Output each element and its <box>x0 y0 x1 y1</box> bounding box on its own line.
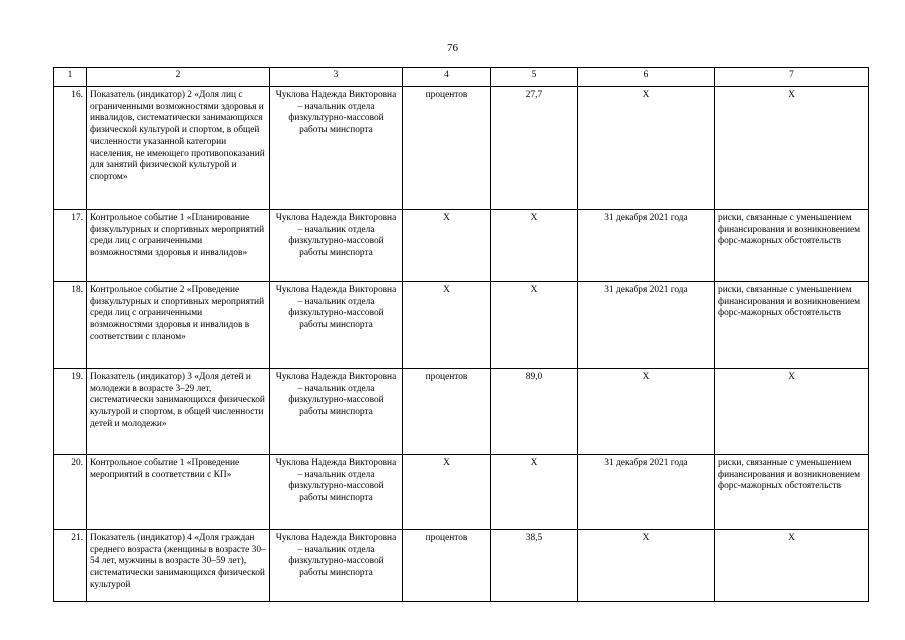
row-unit: процентов <box>403 530 491 602</box>
row-value: X <box>491 210 578 282</box>
row-unit: X <box>403 455 491 530</box>
column-header: 7 <box>715 68 869 87</box>
row-risks: X <box>715 530 869 602</box>
row-responsible: Чуклова Надежда Викторовна – начальник отдела физкультурно-массовой работы минспорта <box>270 87 403 210</box>
table-row <box>54 282 869 369</box>
row-unit: процентов <box>403 369 491 455</box>
column-header: 4 <box>403 68 491 87</box>
row-name: Контрольное событие 2 «Проведение физкультурных и спортивных мероприятий среди лиц с ограниченными возможностями здоровья и инвалидов в соответствии с планом» <box>87 282 270 369</box>
row-number: 21. <box>54 530 87 602</box>
row-unit: процентов <box>403 87 491 210</box>
column-header: 2 <box>87 68 270 87</box>
column-header: 1 <box>54 68 87 87</box>
row-name: Показатель (индикатор) 2 «Доля лиц с ограниченными возможностями здоровья и инвалидов, систематически занимающихся физической культурой и спортом, в общей численности указанной категории населения, не имеющего противопоказаний для занятий физической культурой и спортом» <box>87 87 270 210</box>
row-value: 38,5 <box>491 530 578 602</box>
column-header: 3 <box>270 68 403 87</box>
row-value: X <box>491 455 578 530</box>
column-header: 5 <box>491 68 578 87</box>
row-value: 27,7 <box>491 87 578 210</box>
row-responsible: Чуклова Надежда Викторовна – начальник отдела физкультурно-массовой работы минспорта <box>270 530 403 602</box>
row-risks: X <box>715 87 869 210</box>
row-risks: риски, связанные с уменьшением финансирования и возникновением форс-мажорных обстоятельств <box>715 455 869 530</box>
row-responsible: Чуклова Надежда Викторовна – начальник отдела физкультурно-массовой работы минспорта <box>270 369 403 455</box>
row-date: 31 декабря 2021 года <box>578 210 715 282</box>
row-risks: X <box>715 369 869 455</box>
row-value: X <box>491 282 578 369</box>
row-name: Показатель (индикатор) 3 «Доля детей и молодежи в возрасте 3–29 лет, систематически занимающихся физической культурой и спортом, в общей численности детей и молодежи» <box>87 369 270 455</box>
row-unit: X <box>403 282 491 369</box>
table-row <box>54 369 869 455</box>
table-row <box>54 87 869 210</box>
row-name: Контрольное событие 1 «Проведение мероприятий в соответствии с КП» <box>87 455 270 530</box>
row-number: 17. <box>54 210 87 282</box>
row-date: X <box>578 530 715 602</box>
row-number: 19. <box>54 369 87 455</box>
table-row <box>54 455 869 530</box>
row-name: Показатель (индикатор) 4 «Доля граждан среднего возраста (женщины в возрасте 30–54 лет, мужчины в возрасте 30–59 лет), систематически занимающихся физической культурой <box>87 530 270 602</box>
row-date: X <box>578 369 715 455</box>
row-number: 16. <box>54 87 87 210</box>
row-unit: X <box>403 210 491 282</box>
row-value: 89,0 <box>491 369 578 455</box>
table-row <box>54 530 869 602</box>
row-responsible: Чуклова Надежда Викторовна – начальник отдела физкультурно-массовой работы минспорта <box>270 210 403 282</box>
row-date: 31 декабря 2021 года <box>578 455 715 530</box>
plan-table <box>53 67 869 602</box>
row-number: 18. <box>54 282 87 369</box>
row-date: X <box>578 87 715 210</box>
page-number: 76 <box>447 42 458 54</box>
column-header: 6 <box>578 68 715 87</box>
row-name: Контрольное событие 1 «Планирование физкультурных и спортивных мероприятий среди лиц с ограниченными возможностями здоровья и инвалидов» <box>87 210 270 282</box>
table-header-row <box>54 68 869 87</box>
row-risks: риски, связанные с уменьшением финансирования и возникновением форс-мажорных обстоятельств <box>715 210 869 282</box>
row-number: 20. <box>54 455 87 530</box>
table-row <box>54 210 869 282</box>
row-responsible: Чуклова Надежда Викторовна – начальник отдела физкультурно-массовой работы минспорта <box>270 282 403 369</box>
row-responsible: Чуклова Надежда Викторовна – начальник отдела физкультурно-массовой работы минспорта <box>270 455 403 530</box>
row-risks: риски, связанные с уменьшением финансирования и возникновением форс-мажорных обстоятельств <box>715 282 869 369</box>
row-date: 31 декабря 2021 года <box>578 282 715 369</box>
